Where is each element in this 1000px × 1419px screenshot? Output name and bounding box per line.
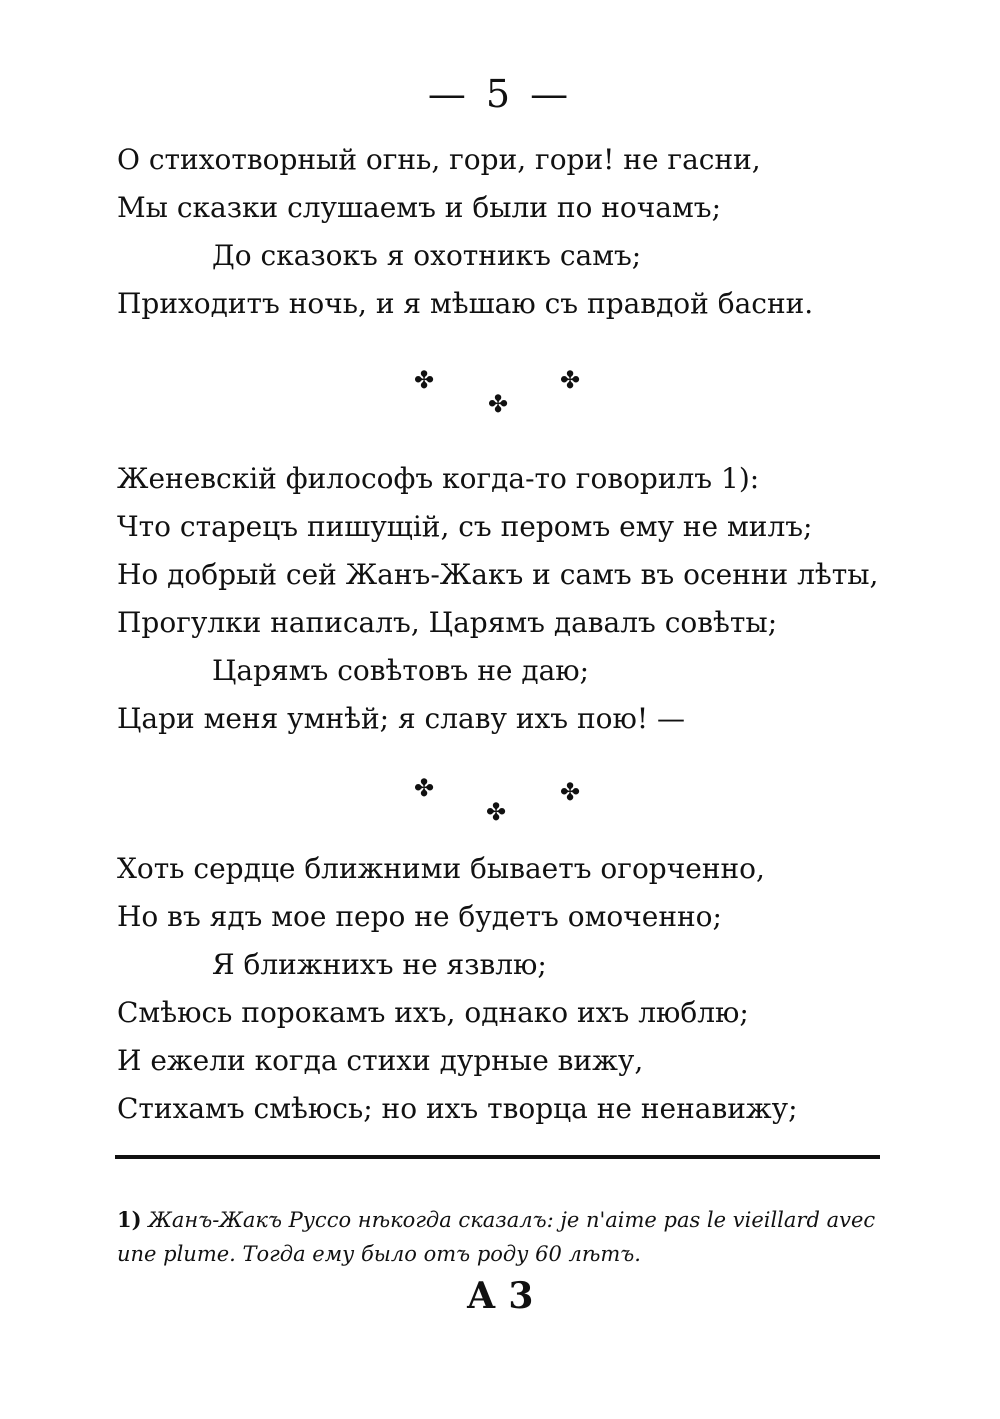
verse-line: Стихамъ смѣюсь; но ихъ творца не ненавижу;: [117, 1092, 798, 1125]
fleuron-icon: ✤: [560, 366, 581, 394]
verse-line: Женевскiй философъ когда-то говорилъ 1):: [117, 462, 760, 495]
stanza-3: [117, 845, 897, 1133]
page-number: — 5 —: [427, 72, 573, 116]
footnote: [117, 1203, 887, 1271]
verse-line: Цари меня умнѣй; я славу ихъ пою! —: [117, 702, 686, 735]
verse-line: Что старецъ пишущiй, съ перомъ ему не милъ;: [117, 510, 813, 543]
stanza-1: [117, 136, 897, 328]
fleuron-icon: ✤: [414, 774, 435, 802]
footnote-mark: 1): [117, 1207, 142, 1232]
fleuron-icon: ✤: [560, 778, 581, 806]
verse-line: До сказокъ я охотникъ самъ;: [212, 239, 642, 272]
verse-line: Но въ ядъ мое перо не будетъ омоченно;: [117, 900, 722, 933]
printer-signature: А 3: [466, 1275, 534, 1317]
verse-line: О стихотворный огнь, гори, гори! не гасни,: [117, 143, 761, 176]
verse-line: Царямъ совѣтовъ не даю;: [212, 654, 590, 687]
verse-line: Хоть сердце ближними бываетъ огорченно,: [117, 852, 765, 885]
footnote-text: Жанъ-Жакъ Руссо нѣкогда сказалъ: je n'aime pas le vieillard avec une plume. Тогда ему было отъ роду 60 лѣтъ.: [117, 1208, 876, 1266]
fleuron-icon: ✤: [488, 390, 509, 418]
fleuron-icon: ✤: [486, 798, 507, 826]
verse-line: Смѣюсь порокамъ ихъ, однако ихъ люблю;: [117, 996, 749, 1029]
ornament-divider: [0, 776, 1000, 826]
verse-line: Но добрый сей Жанъ-Жакъ и самъ въ осенни лѣты,: [117, 558, 879, 591]
footnote-rule: [115, 1155, 880, 1159]
verse-line: Я ближнихъ не язвлю;: [212, 948, 547, 981]
fleuron-icon: ✤: [414, 366, 435, 394]
stanza-2: [117, 455, 897, 743]
verse-line: И ежели когда стихи дурные вижу,: [117, 1044, 644, 1077]
verse-line: Прогулки написалъ, Царямъ давалъ совѣты;: [117, 606, 778, 639]
verse-line: Приходитъ ночь, и я мѣшаю съ правдой басни.: [117, 287, 814, 320]
verse-line: Мы сказки слушаемъ и были по ночамъ;: [117, 191, 722, 224]
ornament-divider: [0, 368, 1000, 418]
